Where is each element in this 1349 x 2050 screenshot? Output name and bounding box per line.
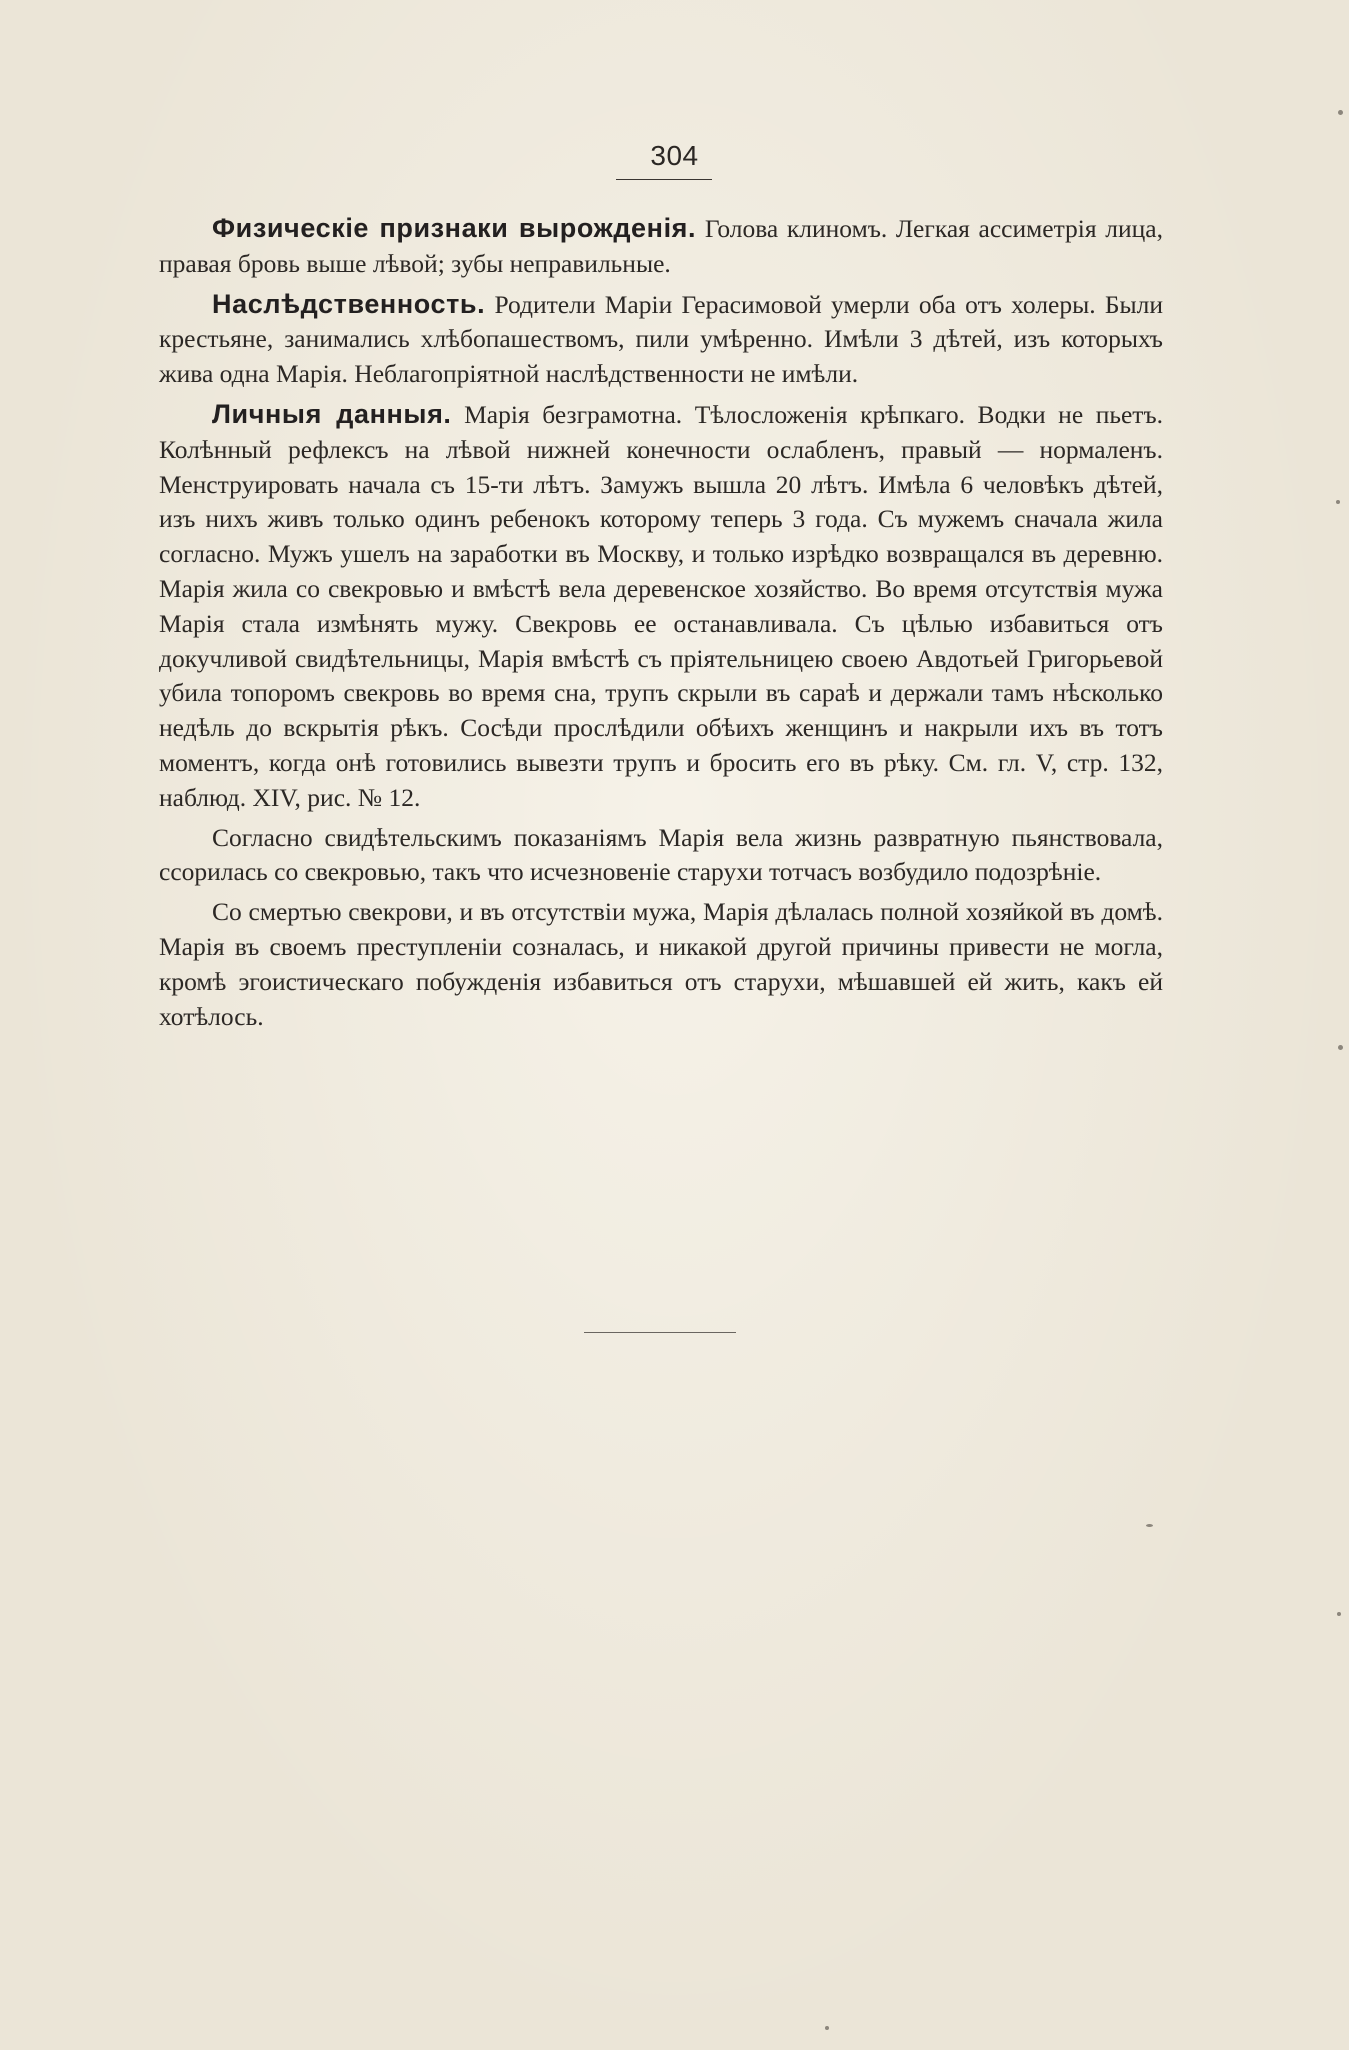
paragraph-physical-signs	[159, 211, 1163, 282]
section-heading-heredity: Наслѣдственность.	[212, 288, 486, 319]
section-heading-physical-signs: Физическіе признаки вырожденія.	[212, 213, 697, 243]
paragraph-personal-data	[159, 397, 1163, 816]
paper-speck	[1337, 1612, 1341, 1616]
paragraph-heredity	[159, 287, 1163, 392]
section-text-physical-signs: Голова клиномъ. Легкая ассиметрія лица, правая бровь выше лѣвой; зубы неправильные.	[159, 214, 1163, 278]
body-text	[159, 211, 1163, 1039]
page-number: 304	[650, 140, 699, 171]
paper-speck	[1146, 1524, 1153, 1527]
end-divider	[584, 1332, 736, 1333]
paper-speck	[825, 2026, 829, 2030]
section-heading-personal-data: Личныя данныя.	[212, 398, 452, 429]
paragraph-testimony: Согласно свидѣтельскимъ показаніямъ Марія вела жизнь развратную пьянствовала, ссорилась со свекровью, такъ что исчезновеніе старухи тотчасъ возбудило подозрѣніе.	[159, 822, 1163, 887]
paragraph-confession: Со смертью свекрови, и въ отсутствіи мужа, Марія дѣлалась полной хозяйкой въ домѣ. Марія въ своемъ преступленіи созналась, и никакой другой причины привести не могла, кромѣ эгоистическаго побужденія избавиться отъ старухи, мѣшавшей ей жить, какъ ей хотѣлось.	[159, 897, 1163, 1031]
paper-speck	[1338, 1045, 1343, 1050]
paper-speck	[1338, 110, 1343, 115]
section-text-heredity: Родители Маріи Герасимовой умерли оба отъ холеры. Были крестьяне, занимались хлѣбопашествомъ, пили умѣренно. Имѣли 3 дѣтей, изъ которыхъ жива одна Марія. Неблагопріятной наслѣдственности не имѣли.	[159, 289, 1164, 389]
section-text-personal-data: Марія безграмотна. Тѣлосложенія крѣпкаго. Водки не пьетъ. Колѣнный рефлексъ на лѣвой нижней конечности ослабленъ, правый — нормаленъ. Менструировать начала съ 15-ти лѣтъ. Замужъ вышла 20 лѣтъ. Имѣла 6 человѣкъ дѣтей, изъ нихъ живъ только одинъ ребенокъ которому теперь 3 года. Съ мужемъ сначала жила согласно. Мужъ ушелъ на заработки въ Москву, и только изрѣдко возвращался въ деревню. Марія жила со свекровью и вмѣстѣ вела деревенское хозяйство. Во время отсутствія мужа Марія стала измѣнять мужу. Свекровь ее останавливала. Съ цѣлью избавиться отъ докучливой свидѣтельницы, Марія вмѣстѣ съ пріятельницею своею Авдотьей Григорьевой убила топоромъ свекровь во время сна, трупъ скрыли въ сараѣ и держали тамъ нѣсколько недѣль до вскрытія рѣкъ. Сосѣди прослѣдили обѣихъ женщинъ и накрыли ихъ въ тотъ моментъ, когда онѣ готовились вывезти трупъ и бросить его въ рѣку. См. гл. V, стр. 132, наблюд. XIV, рис. № 12.	[159, 399, 1164, 812]
page-number-underline	[616, 179, 712, 180]
paper-speck	[1336, 500, 1340, 504]
